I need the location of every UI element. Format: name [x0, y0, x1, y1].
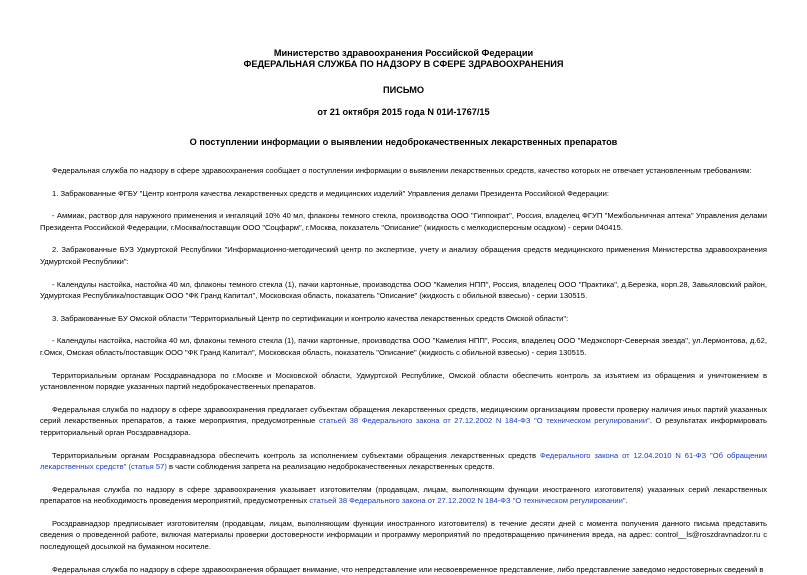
- paragraph-item-2: 2. Забракованные БУЗ Удмуртской Республики "Информационно-методический центр по экспертизе, учету и анализу обращения средств медицинского применения Министерства здравоохранения Удмуртской Республики":: [40, 245, 767, 266]
- paragraph-item-3-detail: - Календулы настойка, настойка 40 мл, флаконы темного стекла (1), пачки картонные, производства ООО "Камелия НПП", Россия, владелец ООО "Медэкспорт-Северная звезда", ул.Лермонтова, д.62, г.Омск, Омская область/поставщик ООО "ФК Гранд Капитал", Московская область, показатель "Описание" (жидкость с обильной взвесью) - серия 130515.: [40, 336, 767, 357]
- paragraph-enforcement-text-end: в части соблюдения запрета на реализацию недоброкачественных лекарственных средств.: [166, 462, 495, 472]
- paragraph-attention: Федеральная служба по надзору в сфере здравоохранения обращает внимание, что непредставление или несвоевременное представление, либо представление заведомо недостоверных сведений в: [52, 564, 764, 574]
- paragraph-intro: Федеральная служба по надзору в сфере здравоохранения сообщает о поступлении информации о выявлении лекарственных средств, качество которых не отвечает установленным требованиям:: [52, 166, 752, 175]
- service-name: ФЕДЕРАЛЬНАЯ СЛУЖБА ПО НАДЗОРУ В СФЕРЕ ЗДРАВООХРАНЕНИЯ: [243, 59, 564, 69]
- law-61-link[interactable]: Федерального закона от 12.04.2010 N 61-ФЗ "Об обращении лекарственных средств": [40, 450, 767, 472]
- paragraph-manufacturers-text-end: .: [625, 496, 628, 506]
- paragraph-manufacturers: [40, 484, 767, 507]
- paragraph-manufacturers-text: Федеральная служба по надзору в сфере здравоохранения указывает изготовителям (продавцам, лицам, выполняющим функции иностранного изготовителя) указанных серий лекарственных препаратов на необходимость проведения мероприятий, предусмотренных: [40, 484, 767, 506]
- paragraph-prescription: Росздравнадзор предписывает изготовителям (продавцам, лицам, выполняющим функции иностранного изготовителя) в течение десяти дней с момента получения данного письма представить сведения о проведенной работе, включая материалы проверки достоверности информации и программу мероприятий по предотвращению причинения вреда, на адрес: control__ls@roszdravnadzor.ru с последующей досылкой на бумажном носителе.: [40, 518, 767, 552]
- document-date-number: от 21 октября 2015 года N 01И-1767/15: [317, 107, 490, 117]
- paragraph-territorial-control: Территориальным органам Росздравнадзора по г.Москве и Московской области, Удмуртской Республике, Омской области обеспечить контроль за изъятием из обращения и уничтожением в установленном порядке указанных партий недоброкачественных препаратов.: [40, 370, 767, 392]
- document-type: ПИСЬМО: [382, 85, 425, 95]
- paragraph-item-3: 3. Забракованные БУ Омской области "Территориальный Центр по сертификации и контролю качества лекарственных средств Омской области":: [52, 313, 569, 323]
- law-184-article-38-link[interactable]: статьей 38 Федерального закона от 27.12.2002 N 184-ФЗ "О техническом регулировании": [318, 416, 650, 426]
- paragraph-proposal-text: Федеральная служба по надзору в сфере здравоохранения предлагает субъектам обращения лекарственных средств, медицинским организациям провести проверку наличия иных партий указанных серий лекарственных препаратов, а также мероприятия, предусмотренные: [40, 404, 767, 426]
- paragraph-item-1: 1. Забракованные ФГБУ "Центр контроля качества лекарственных средств и медицинских изделий" Управления делами Президента Российской Федерации:: [52, 188, 610, 198]
- paragraph-proposal-text-end: . О результатах информировать территориальный орган Росздравнадзора.: [40, 416, 767, 437]
- paragraph-enforcement-text: Территориальным органам Росздравнадзора обеспечить контроль за исполнением субъектами обращения лекарственных средств: [52, 450, 540, 460]
- law-184-article-38-link-2[interactable]: статьей 38 Федерального закона от 27.12.2002 N 184-ФЗ "О техническом регулировании": [309, 496, 626, 506]
- paragraph-proposal: [40, 404, 767, 439]
- paragraph-item-2-detail: - Календулы настойка, настойка 40 мл, флаконы темного стекла (1), пачки картонные, производства ООО "Камелия НПП", Россия, владелец ООО "Практика", д.Березка, корп.28, Завьяловский район, Удмуртская Республика/поставщик ООО "ФК Гранд Капитал", Московская область, показатель "Описание" (жидкость с обильной взвесью) - серии 130515.: [40, 279, 767, 301]
- paragraph-enforcement: [40, 450, 767, 473]
- paragraph-item-1-detail: - Аммиак, раствор для наружного применения и ингаляций 10% 40 мл, флаконы темного стекла, производства ООО "Гиппократ", Россия, владелец ФГУП "Межбольничная аптека" Управления делами Президента Российской Федерации, г.Москва/поставщик ООО "Соцфарм", г.Москва, показатель "Описание" (жидкость с мелкодисперсным осадком) - серии 040415.: [40, 211, 767, 232]
- ministry-name: Министерство здравоохранения Российской Федерации: [273, 48, 534, 58]
- law-61-article-57-link[interactable]: (статья 57): [128, 462, 167, 472]
- document-subject: О поступлении информации о выявлении недоброкачественных лекарственных препаратов: [189, 137, 618, 147]
